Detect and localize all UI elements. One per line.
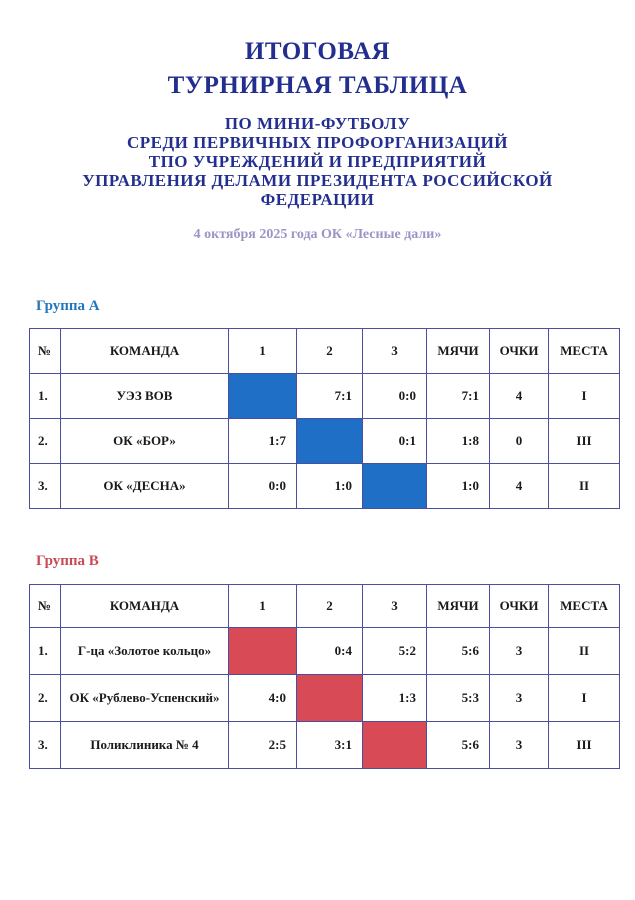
diagonal-cell (363, 464, 427, 509)
col-header-1: 1 (229, 585, 297, 628)
col-header-3: 3 (363, 585, 427, 628)
diagonal-cell (229, 628, 297, 675)
date-venue: 4 октября 2025 года ОК «Лесные дали» (193, 227, 442, 242)
score-cell: 0:0 (229, 464, 297, 509)
score-cell: 1:7 (229, 419, 297, 464)
row-num: 2. (30, 419, 61, 464)
group-b-title: Группа В (36, 553, 99, 569)
col-header-points: ОЧКИ (490, 329, 549, 374)
subtitle-line-2: СРЕДИ ПЕРВИЧНЫХ ПРОФОРГАНИЗАЦИЙ (126, 133, 509, 152)
col-header-goals: МЯЧИ (427, 585, 490, 628)
score-cell: 0:0 (363, 374, 427, 419)
col-header-place: МЕСТА (549, 585, 620, 628)
team-name: Поликлиника № 4 (61, 722, 229, 769)
points-cell: 0 (490, 419, 549, 464)
place-cell: III (549, 419, 620, 464)
team-name: ОК «БОР» (61, 419, 229, 464)
table-header-row (30, 585, 620, 628)
table-row (30, 722, 620, 769)
score-cell: 2:5 (229, 722, 297, 769)
col-header-3: 3 (363, 329, 427, 374)
points-cell: 4 (490, 374, 549, 419)
col-header-2: 2 (297, 585, 363, 628)
subtitle-line-5: ФЕДЕРАЦИИ (260, 190, 375, 209)
points-cell: 4 (490, 464, 549, 509)
place-cell: II (549, 464, 620, 509)
row-num: 1. (30, 628, 61, 675)
points-cell: 3 (490, 628, 549, 675)
points-cell: 3 (490, 722, 549, 769)
diagonal-cell (229, 374, 297, 419)
row-num: 2. (30, 675, 61, 722)
goals-cell: 5:3 (427, 675, 490, 722)
score-cell: 1:0 (297, 464, 363, 509)
subtitle-line-4: УПРАВЛЕНИЯ ДЕЛАМИ ПРЕЗИДЕНТА РОССИЙСКОЙ (82, 171, 553, 190)
score-cell: 7:1 (297, 374, 363, 419)
subtitle-line-3: ТПО УЧРЕЖДЕНИЙ И ПРЕДПРИЯТИЙ (148, 152, 487, 171)
team-name: Г-ца «Золотое кольцо» (61, 628, 229, 675)
score-cell: 3:1 (297, 722, 363, 769)
group-a-title: Группа А (36, 298, 100, 314)
table-header-row (30, 329, 620, 374)
table-row (30, 464, 620, 509)
diagonal-cell (363, 722, 427, 769)
col-header-num: № (30, 329, 61, 374)
col-header-place: МЕСТА (549, 329, 620, 374)
goals-cell: 1:8 (427, 419, 490, 464)
col-header-goals: МЯЧИ (427, 329, 490, 374)
col-header-1: 1 (229, 329, 297, 374)
score-cell: 0:4 (297, 628, 363, 675)
score-cell: 1:3 (363, 675, 427, 722)
place-cell: II (549, 628, 620, 675)
goals-cell: 1:0 (427, 464, 490, 509)
col-header-2: 2 (297, 329, 363, 374)
team-name: УЭЗ ВОВ (61, 374, 229, 419)
goals-cell: 5:6 (427, 722, 490, 769)
table-row (30, 419, 620, 464)
col-header-team: КОМАНДА (61, 329, 229, 374)
score-cell: 5:2 (363, 628, 427, 675)
place-cell: III (549, 722, 620, 769)
row-num: 1. (30, 374, 61, 419)
diagonal-cell (297, 675, 363, 722)
points-cell: 3 (490, 675, 549, 722)
table-row (30, 374, 620, 419)
col-header-points: ОЧКИ (490, 585, 549, 628)
team-name: ОК «Рублево-Успенский» (61, 675, 229, 722)
score-cell: 4:0 (229, 675, 297, 722)
row-num: 3. (30, 722, 61, 769)
group-a-table (29, 328, 620, 509)
place-cell: I (549, 374, 620, 419)
goals-cell: 5:6 (427, 628, 490, 675)
title-line-1: ИТОГОВАЯ (244, 38, 391, 65)
diagonal-cell (297, 419, 363, 464)
place-cell: I (549, 675, 620, 722)
col-header-num: № (30, 585, 61, 628)
table-row (30, 675, 620, 722)
row-num: 3. (30, 464, 61, 509)
title-line-2: ТУРНИРНАЯ ТАБЛИЦА (167, 72, 468, 99)
table-row (30, 628, 620, 675)
col-header-team: КОМАНДА (61, 585, 229, 628)
score-cell: 0:1 (363, 419, 427, 464)
team-name: ОК «ДЕСНА» (61, 464, 229, 509)
goals-cell: 7:1 (427, 374, 490, 419)
subtitle-line-1: ПО МИНИ-ФУТБОЛУ (224, 114, 411, 133)
group-b-table (29, 584, 620, 769)
